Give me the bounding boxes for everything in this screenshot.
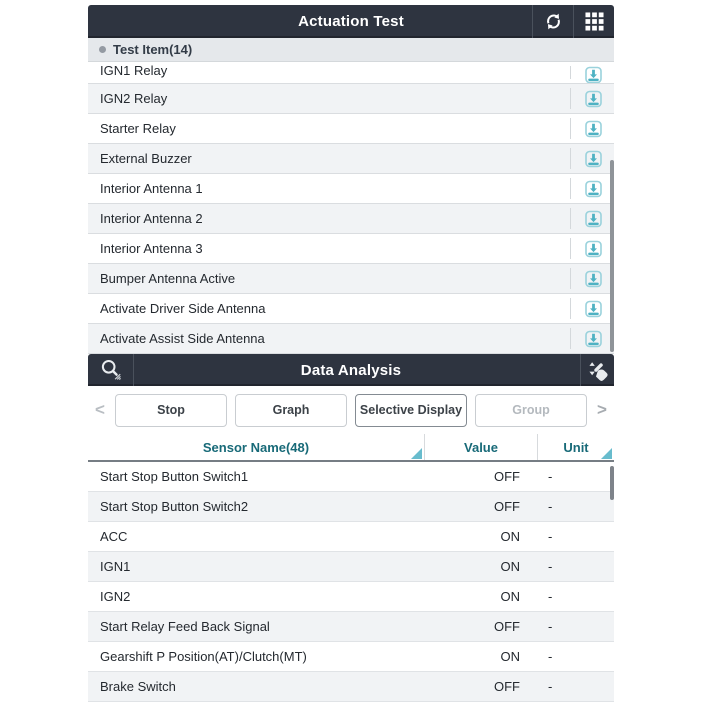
sensor-table-header [88,434,614,462]
sensor-name: Gearshift P Position(AT)/Clutch(MT) [100,649,307,664]
row-divider [570,328,571,349]
test-item-label: Activate Assist Side Antenna [100,331,265,346]
sensor-value: OFF [494,679,520,694]
column-header-unit[interactable]: Unit [538,434,614,460]
page-title: Actuation Test [298,13,404,30]
download-icon[interactable] [585,210,602,227]
download-icon[interactable] [585,180,602,197]
row-divider [570,238,571,259]
sensor-name: ACC [100,529,128,544]
selective-display-button[interactable]: Selective Display [355,394,467,427]
sensor-value: OFF [494,619,520,634]
refresh-button[interactable] [532,5,573,38]
download-icon[interactable] [585,150,602,167]
stop-button[interactable]: Stop [115,394,227,427]
test-item-row[interactable] [88,174,614,204]
prev-page-chevron[interactable]: < [95,400,105,419]
app-window [88,5,614,704]
test-item-row[interactable] [88,114,614,144]
sensor-table-scrollbar[interactable] [610,466,614,500]
hand-scroll-icon [586,359,609,382]
sensor-value: ON [500,559,520,574]
refresh-icon [543,11,564,32]
sensor-row[interactable] [88,522,614,552]
sensor-name: IGN2 [100,589,131,604]
sensor-unit: - [548,619,553,634]
sensor-value: ON [500,589,520,604]
search-button[interactable] [88,354,134,386]
test-item-list [88,62,614,354]
test-item-label: Bumper Antenna Active [100,271,236,286]
test-item-row[interactable] [88,84,614,114]
column-header-sensor-name[interactable]: Sensor Name(48) [88,434,425,460]
title-bar [88,5,614,38]
next-page-chevron[interactable]: > [597,400,607,419]
sort-corner-triangle-icon [411,448,422,459]
download-icon[interactable] [585,330,602,347]
sensor-unit: - [548,469,553,484]
grid-menu-button[interactable] [573,5,614,38]
sensor-value: OFF [494,469,520,484]
row-divider [570,298,571,319]
hand-scroll-button[interactable] [580,354,614,386]
sort-corner-triangle-icon [601,448,612,459]
sensor-name: Start Relay Feed Back Signal [100,619,270,634]
row-divider [570,66,571,79]
test-item-row[interactable] [88,294,614,324]
sensor-row[interactable] [88,672,614,702]
download-icon[interactable] [585,120,602,137]
download-icon[interactable] [585,300,602,317]
data-analysis-bar [88,354,614,386]
sensor-row[interactable] [88,642,614,672]
data-analysis-toolbar [88,386,614,434]
test-item-label: IGN2 Relay [100,91,168,106]
test-item-row[interactable] [88,204,614,234]
test-item-row[interactable] [88,234,614,264]
graph-button[interactable]: Graph [235,394,347,427]
test-item-label: IGN1 Relay [100,63,168,78]
bullet-icon [99,46,106,53]
row-divider [570,268,571,289]
sensor-unit: - [548,559,553,574]
sensor-row[interactable] [88,492,614,522]
sensor-value: OFF [494,499,520,514]
sensor-row[interactable] [88,612,614,642]
data-analysis-title: Data Analysis [300,361,402,379]
test-item-section-header [88,38,614,62]
row-divider [570,88,571,109]
download-icon[interactable] [585,90,602,107]
column-header-value[interactable]: Value [425,434,538,460]
row-divider [570,208,571,229]
test-item-row[interactable] [88,144,614,174]
sensor-unit: - [548,529,553,544]
sensor-name: Brake Switch [100,679,176,694]
download-icon[interactable] [585,240,602,257]
test-item-row[interactable] [88,264,614,294]
test-item-label: Interior Antenna 3 [100,241,203,256]
test-item-row[interactable] [88,324,614,354]
sensor-name: Start Stop Button Switch2 [100,499,249,514]
search-icon [99,358,123,382]
test-item-label: External Buzzer [100,151,192,166]
test-item-label: Interior Antenna 1 [100,181,203,196]
sensor-value: ON [500,649,520,664]
test-item-label: Starter Relay [100,121,176,136]
sensor-unit: - [548,679,553,694]
group-button[interactable]: Group [475,394,587,427]
sensor-row[interactable] [88,582,614,612]
test-item-label: Activate Driver Side Antenna [100,301,266,316]
test-item-count-label: Test Item(14) [113,42,193,57]
sensor-name: IGN1 [100,559,131,574]
sensor-unit: - [548,499,553,514]
sensor-row[interactable] [88,552,614,582]
download-icon[interactable] [585,67,602,84]
sensor-name: Start Stop Button Switch1 [100,469,249,484]
row-divider [570,148,571,169]
row-divider [570,178,571,199]
grid-icon [585,12,604,31]
sensor-unit: - [548,589,553,604]
download-icon[interactable] [585,270,602,287]
test-item-label: Interior Antenna 2 [100,211,203,226]
sensor-row[interactable] [88,462,614,492]
test-item-row[interactable] [88,62,614,84]
test-list-scrollbar[interactable] [610,160,614,352]
sensor-unit: - [548,649,553,664]
sensor-value: ON [500,529,520,544]
sensor-table-body [88,462,614,702]
row-divider [570,118,571,139]
